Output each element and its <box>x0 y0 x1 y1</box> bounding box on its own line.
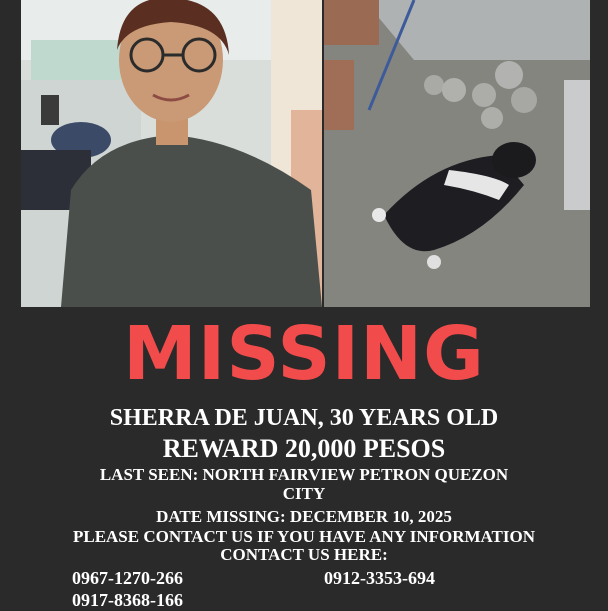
person-name-age: SHERRA DE JUAN, 30 YEARS OLD <box>109 405 499 431</box>
contact-here-label: CONTACT US HERE: <box>220 545 388 564</box>
cctv-photo <box>324 0 590 307</box>
contact-request: PLEASE CONTACT US IF YOU HAVE ANY INFORMATION <box>72 527 536 546</box>
phone-number[interactable]: 0967-1270-266 <box>72 568 183 588</box>
date-missing: DATE MISSING: DECEMBER 10, 2025 <box>156 507 452 526</box>
last-seen-location: LAST SEEN: NORTH FAIRVIEW PETRON QUEZON CITY <box>99 465 509 503</box>
reward-amount: REWARD 20,000 PESOS <box>162 434 446 463</box>
portrait-photo <box>21 0 322 307</box>
phone-number[interactable]: 0912-3353-694 <box>324 568 435 588</box>
phone-number[interactable]: 0917-8368-166 <box>72 590 183 610</box>
missing-headline: MISSING <box>123 311 485 397</box>
